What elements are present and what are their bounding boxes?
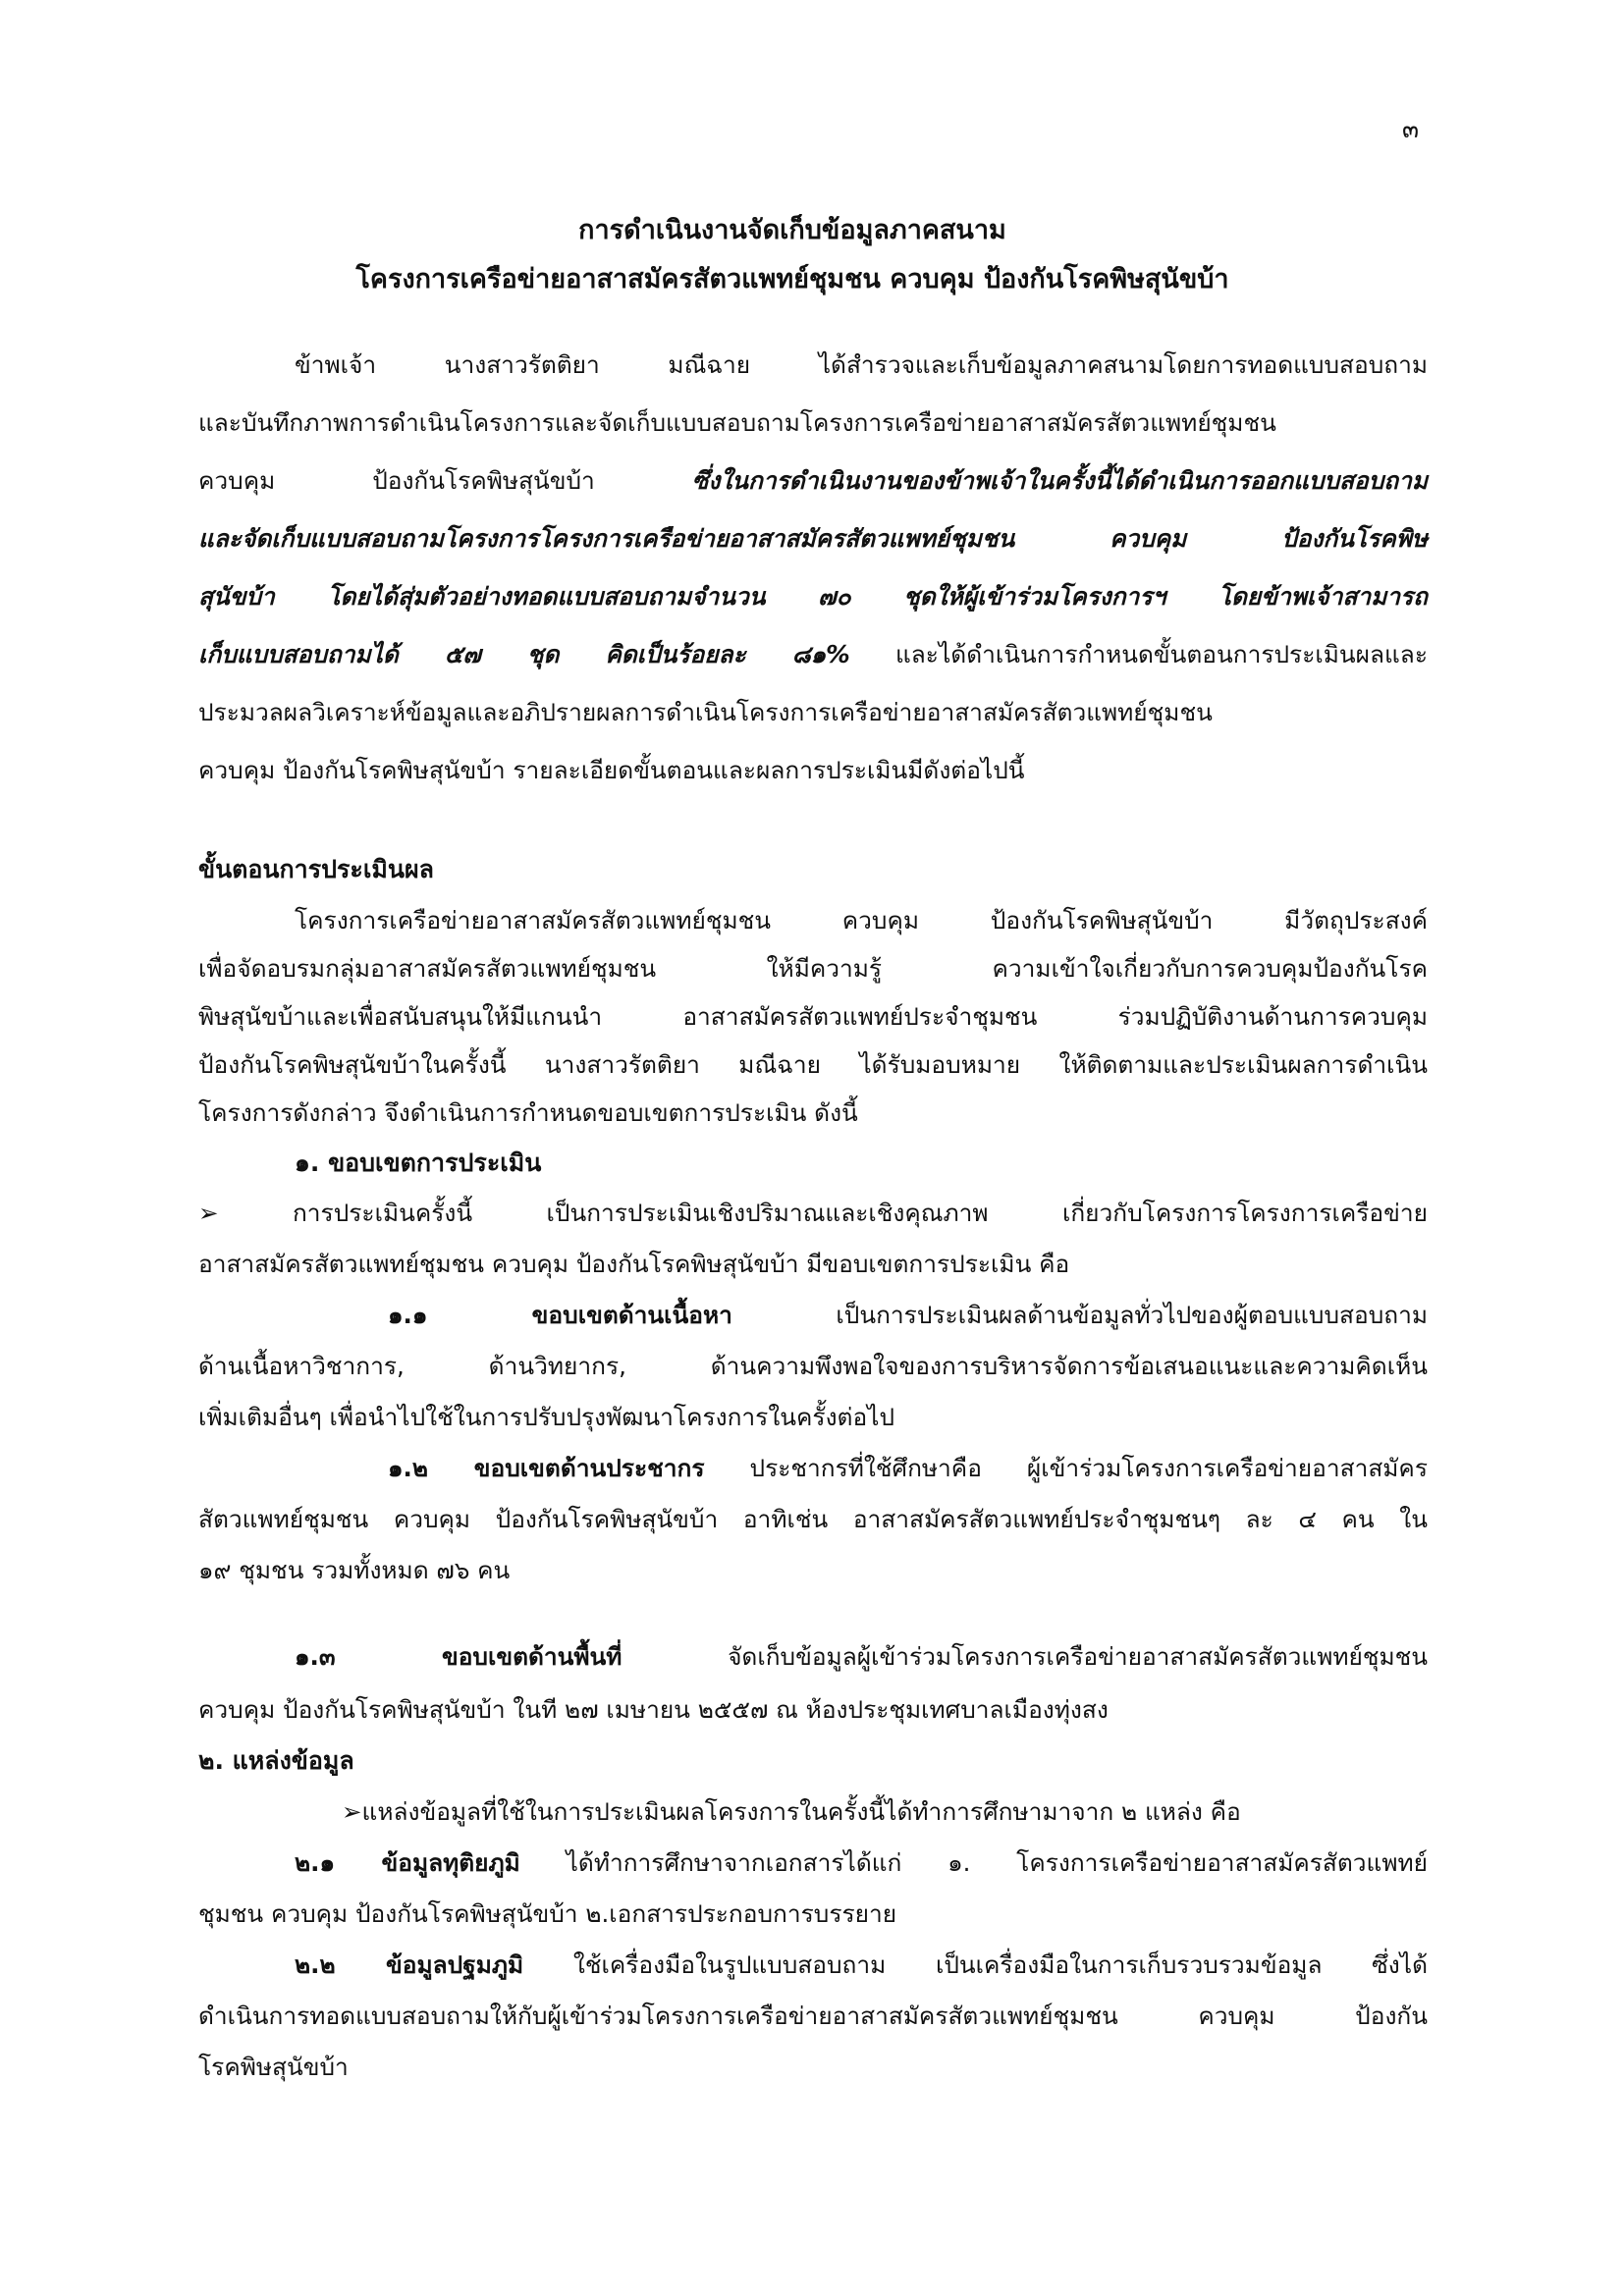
scope-1-3-label: ๑.๓ ขอบเขตด้านพื้นที่ [295, 1642, 623, 1671]
sources-2-1-label: ๒.๑ ข้อมูลทุติยภูมิ [295, 1848, 520, 1877]
steps-line-4: ป้องกันโรคพิษสุนัขบ้าในครั้งนี้ นางสาวรัตติยา มณีฉาย ได้รับมอบหมาย ให้ติดตามและประเมินผลการดำเนิน [198, 1050, 1428, 1079]
arrow-bullet-icon: ➢ [198, 1199, 219, 1227]
intro-line-6 [198, 635, 1428, 673]
intro-line-6-text: และได้ดำเนินการกำหนดขั้นตอนการประเมินผลและ [849, 640, 1428, 668]
document-title-line-1: การดำเนินงานจัดเก็บข้อมูลภาคสนาม [578, 215, 1006, 245]
scope-1-2-label: ๑.๒ ขอบเขตด้านประชากร [388, 1454, 705, 1482]
scope-heading: ๑. ขอบเขตการประเมิน [295, 1148, 542, 1177]
intro-line-6-emphasis: เก็บแบบสอบถามได้ ๕๗ ชุด คิดเป็นร้อยละ ๘๑% [198, 640, 850, 668]
scope-1-1-text: เป็นการประเมินผลด้านข้อมูลทั่วไปของผู้ตอบแบบสอบถาม [731, 1301, 1428, 1329]
sources-2-2-line-2: ดำเนินการทอดแบบสอบถามให้กับผู้เข้าร่วมโครงการเครือข่ายอาสาสมัครสัตวแพทย์ชุมชน ควบคุม ป้องกัน [198, 2002, 1428, 2030]
intro-line-3-emphasis: ซึ่งในการดำเนินงานของข้าพเจ้าในครั้งนี้ได้ดำเนินการออกแบบสอบถาม [691, 466, 1428, 495]
intro-line-5: สุนัขบ้า โดยได้สุ่มตัวอย่างทอดแบบสอบถามจำนวน ๗๐ ชุดให้ผู้เข้าร่วมโครงการฯ โดยข้าพเจ้าสามารถ [198, 582, 1428, 611]
intro-line-7: ประมวลผลวิเคราะห์ข้อมูลและอภิปรายผลการดำเนินโครงการเครือข่ายอาสาสมัครสัตวแพทย์ชุมชน [198, 698, 1213, 726]
scope-1-2-text: ประชากรที่ใช้ศึกษาคือ ผู้เข้าร่วมโครงการเครือข่ายอาสาสมัคร [704, 1454, 1428, 1482]
scope-1-1-line-2: ด้านเนื้อหาวิชาการ, ด้านวิทยากร, ด้านความพึงพอใจของการบริหารจัดการข้อเสนอแนะและความคิดเห็น [198, 1352, 1428, 1380]
sources-2-2-line-3: โรคพิษสุนัขบ้า [198, 2053, 349, 2081]
intro-line-1: ข้าพเจ้า นางสาวรัตติยา มณีฉาย ได้สำรวจและเก็บข้อมูลภาคสนามโดยการทอดแบบสอบถาม [295, 350, 1428, 379]
scope-1-1-label: ๑.๑ ขอบเขตด้านเนื้อหา [388, 1301, 732, 1329]
scope-bullet-line-2: อาสาสมัครสัตวแพทย์ชุมชน ควบคุม ป้องกันโรคพิษสุนัขบ้า มีขอบเขตการประเมิน คือ [198, 1250, 1070, 1278]
scope-1-2-line-3: ๑๙ ชุมชน รวมทั้งหมด ๗๖ คน [198, 1556, 511, 1584]
steps-line-3: พิษสุนัขบ้าและเพื่อสนับสนุนให้มีแกนนำ อาสาสมัครสัตวแพทย์ประจำชุมชน ร่วมปฏิบัติงานด้านการควบคุม [198, 1002, 1428, 1031]
sources-2-2-text: ใช้เครื่องมือในรูปแบบสอบถาม เป็นเครื่องมือในการเก็บรวบรวมข้อมูล ซึ่งได้ [523, 1950, 1428, 1979]
sources-2-1-line-1 [295, 1843, 1428, 1882]
scope-1-2-line-2: สัตวแพทย์ชุมชน ควบคุม ป้องกันโรคพิษสุนัขบ้า อาทิเช่น อาสาสมัครสัตวแพทย์ประจำชุมชนๆ ละ ๔ คน ใน [198, 1505, 1428, 1533]
arrow-bullet-icon: ➢ [342, 1797, 362, 1826]
intro-line-8: ควบคุม ป้องกันโรคพิษสุนัขบ้า รายละเอียดขั้นตอนและผลการประเมินมีดังต่อไปนี้ [198, 756, 1025, 784]
steps-line-1: โครงการเครือข่ายอาสาสมัครสัตวแพทย์ชุมชน ควบคุม ป้องกันโรคพิษสุนัขบ้า มีวัตถุประสงค์ [295, 906, 1428, 934]
scope-1-3-line-1 [295, 1637, 1428, 1676]
steps-line-5: โครงการดังกล่าว จึงดำเนินการกำหนดขอบเขตการประเมิน ดังนี้ [198, 1098, 858, 1127]
sources-heading: ๒. แหล่งข้อมูล [198, 1746, 354, 1775]
intro-line-2: และบันทึกภาพการดำเนินโครงการและจัดเก็บแบบสอบถามโครงการเครือข่ายอาสาสมัครสัตวแพทย์ชุมชน [198, 408, 1276, 437]
scope-1-3-line-2: ควบคุม ป้องกันโรคพิษสุนัขบ้า ในที ๒๗ เมษายน ๒๕๕๗ ณ ห้องประชุมเทศบาลเมืองทุ่งสง [198, 1695, 1109, 1724]
sources-2-1-text: ได้ทำการศึกษาจากเอกสารได้แก่ ๑. โครงการเครือข่ายอาสาสมัครสัตวแพทย์ [519, 1848, 1428, 1877]
steps-line-2: เพื่อจัดอบรมกลุ่มอาสาสมัครสัตวแพทย์ชุมชน ให้มีความรู้ ความเข้าใจเกี่ยวกับการควบคุมป้องกันโรค [198, 954, 1428, 983]
intro-line-4: และจัดเก็บแบบสอบถามโครงการโครงการเครือข่ายอาสาสมัครสัตวแพทย์ชุมชน ควบคุม ป้องกันโรคพิษ [198, 524, 1428, 553]
intro-line-3 [198, 461, 1428, 500]
document-title-line-2: โครงการเครือข่ายอาสาสมัครสัตวแพทย์ชุมชน ควบคุม ป้องกันโรคพิษสุนัขบ้า [355, 264, 1229, 294]
scope-1-2-line-1 [388, 1449, 1428, 1487]
steps-heading: ขั้นตอนการประเมินผล [198, 855, 434, 883]
scope-bullet-line-1 [198, 1194, 1428, 1232]
page-number: ๓ [1402, 115, 1420, 143]
intro-line-3-text: ควบคุม ป้องกันโรคพิษสุนัขบ้า [198, 466, 692, 495]
sources-2-2-line-1 [295, 1946, 1428, 1984]
sources-bullet-line [342, 1792, 1428, 1831]
sources-2-2-label: ๒.๒ ข้อมูลปฐมภูมิ [295, 1950, 524, 1979]
scope-bullet-text: การประเมินครั้งนี้ เป็นการประเมินเชิงปริมาณและเชิงคุณภาพ เกี่ยวกับโครงการโครงการเครือข่าย [218, 1199, 1428, 1227]
scope-1-3-text: จัดเก็บข้อมูลผู้เข้าร่วมโครงการเครือข่ายอาสาสมัครสัตวแพทย์ชุมชน [622, 1642, 1428, 1671]
scope-1-1-line-1 [388, 1296, 1428, 1334]
scope-1-1-line-3: เพิ่มเติมอื่นๆ เพื่อนำไปใช้ในการปรับปรุงพัฒนาโครงการในครั้งต่อไป [198, 1403, 895, 1431]
sources-2-1-line-2: ชุมชน ควบคุม ป้องกันโรคพิษสุนัขบ้า ๒.เอกสารประกอบการบรรยาย [198, 1899, 897, 1928]
sources-bullet-text: แหล่งข้อมูลที่ใช้ในการประเมินผลโครงการในครั้งนี้ได้ทำการศึกษามาจาก ๒ แหล่ง คือ [361, 1797, 1241, 1826]
